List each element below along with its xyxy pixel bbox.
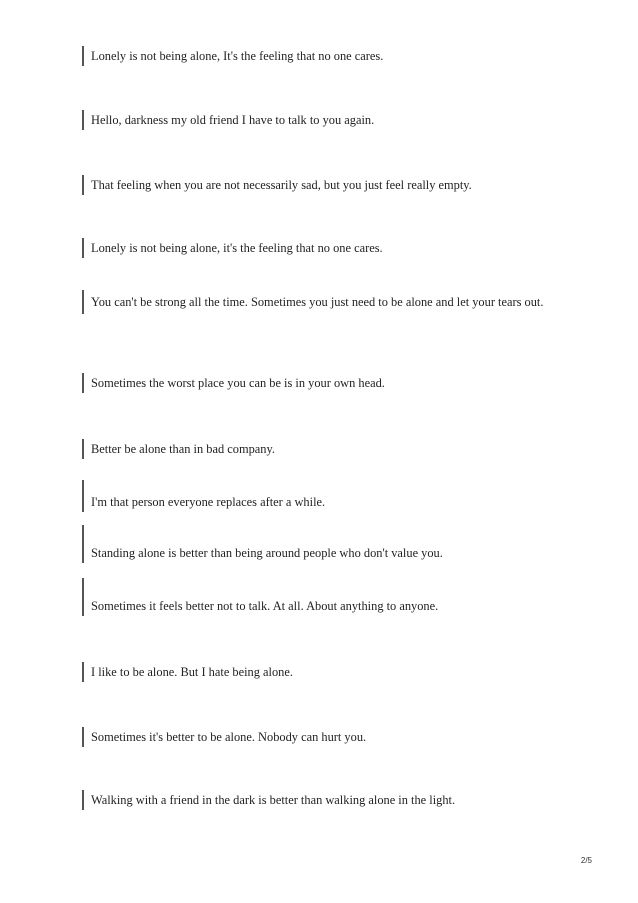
quote-block: I like to be alone. But I hate being alone.: [82, 662, 562, 682]
quote-block: I'm that person everyone replaces after a while.: [82, 480, 562, 512]
quote-block: Lonely is not being alone, It's the feeling that no one cares.: [82, 46, 562, 66]
quote-block: You can't be strong all the time. Sometimes you just need to be alone and let your tears out.: [82, 290, 562, 314]
page-number: 2/5: [580, 856, 592, 865]
quote-block: Sometimes it feels better not to talk. At all. About anything to anyone.: [82, 578, 562, 616]
quote-block: Walking with a friend in the dark is better than walking alone in the light.: [82, 790, 562, 810]
quote-block: Better be alone than in bad company.: [82, 439, 562, 459]
quote-block: Sometimes it's better to be alone. Nobody can hurt you.: [82, 727, 562, 747]
quote-block: Standing alone is better than being around people who don't value you.: [82, 525, 562, 563]
quote-block: That feeling when you are not necessarily sad, but you just feel really empty.: [82, 175, 562, 195]
quote-block: Sometimes the worst place you can be is in your own head.: [82, 373, 562, 393]
quote-block: Lonely is not being alone, it's the feeling that no one cares.: [82, 238, 562, 258]
quote-block: Hello, darkness my old friend I have to talk to you again.: [82, 110, 562, 130]
